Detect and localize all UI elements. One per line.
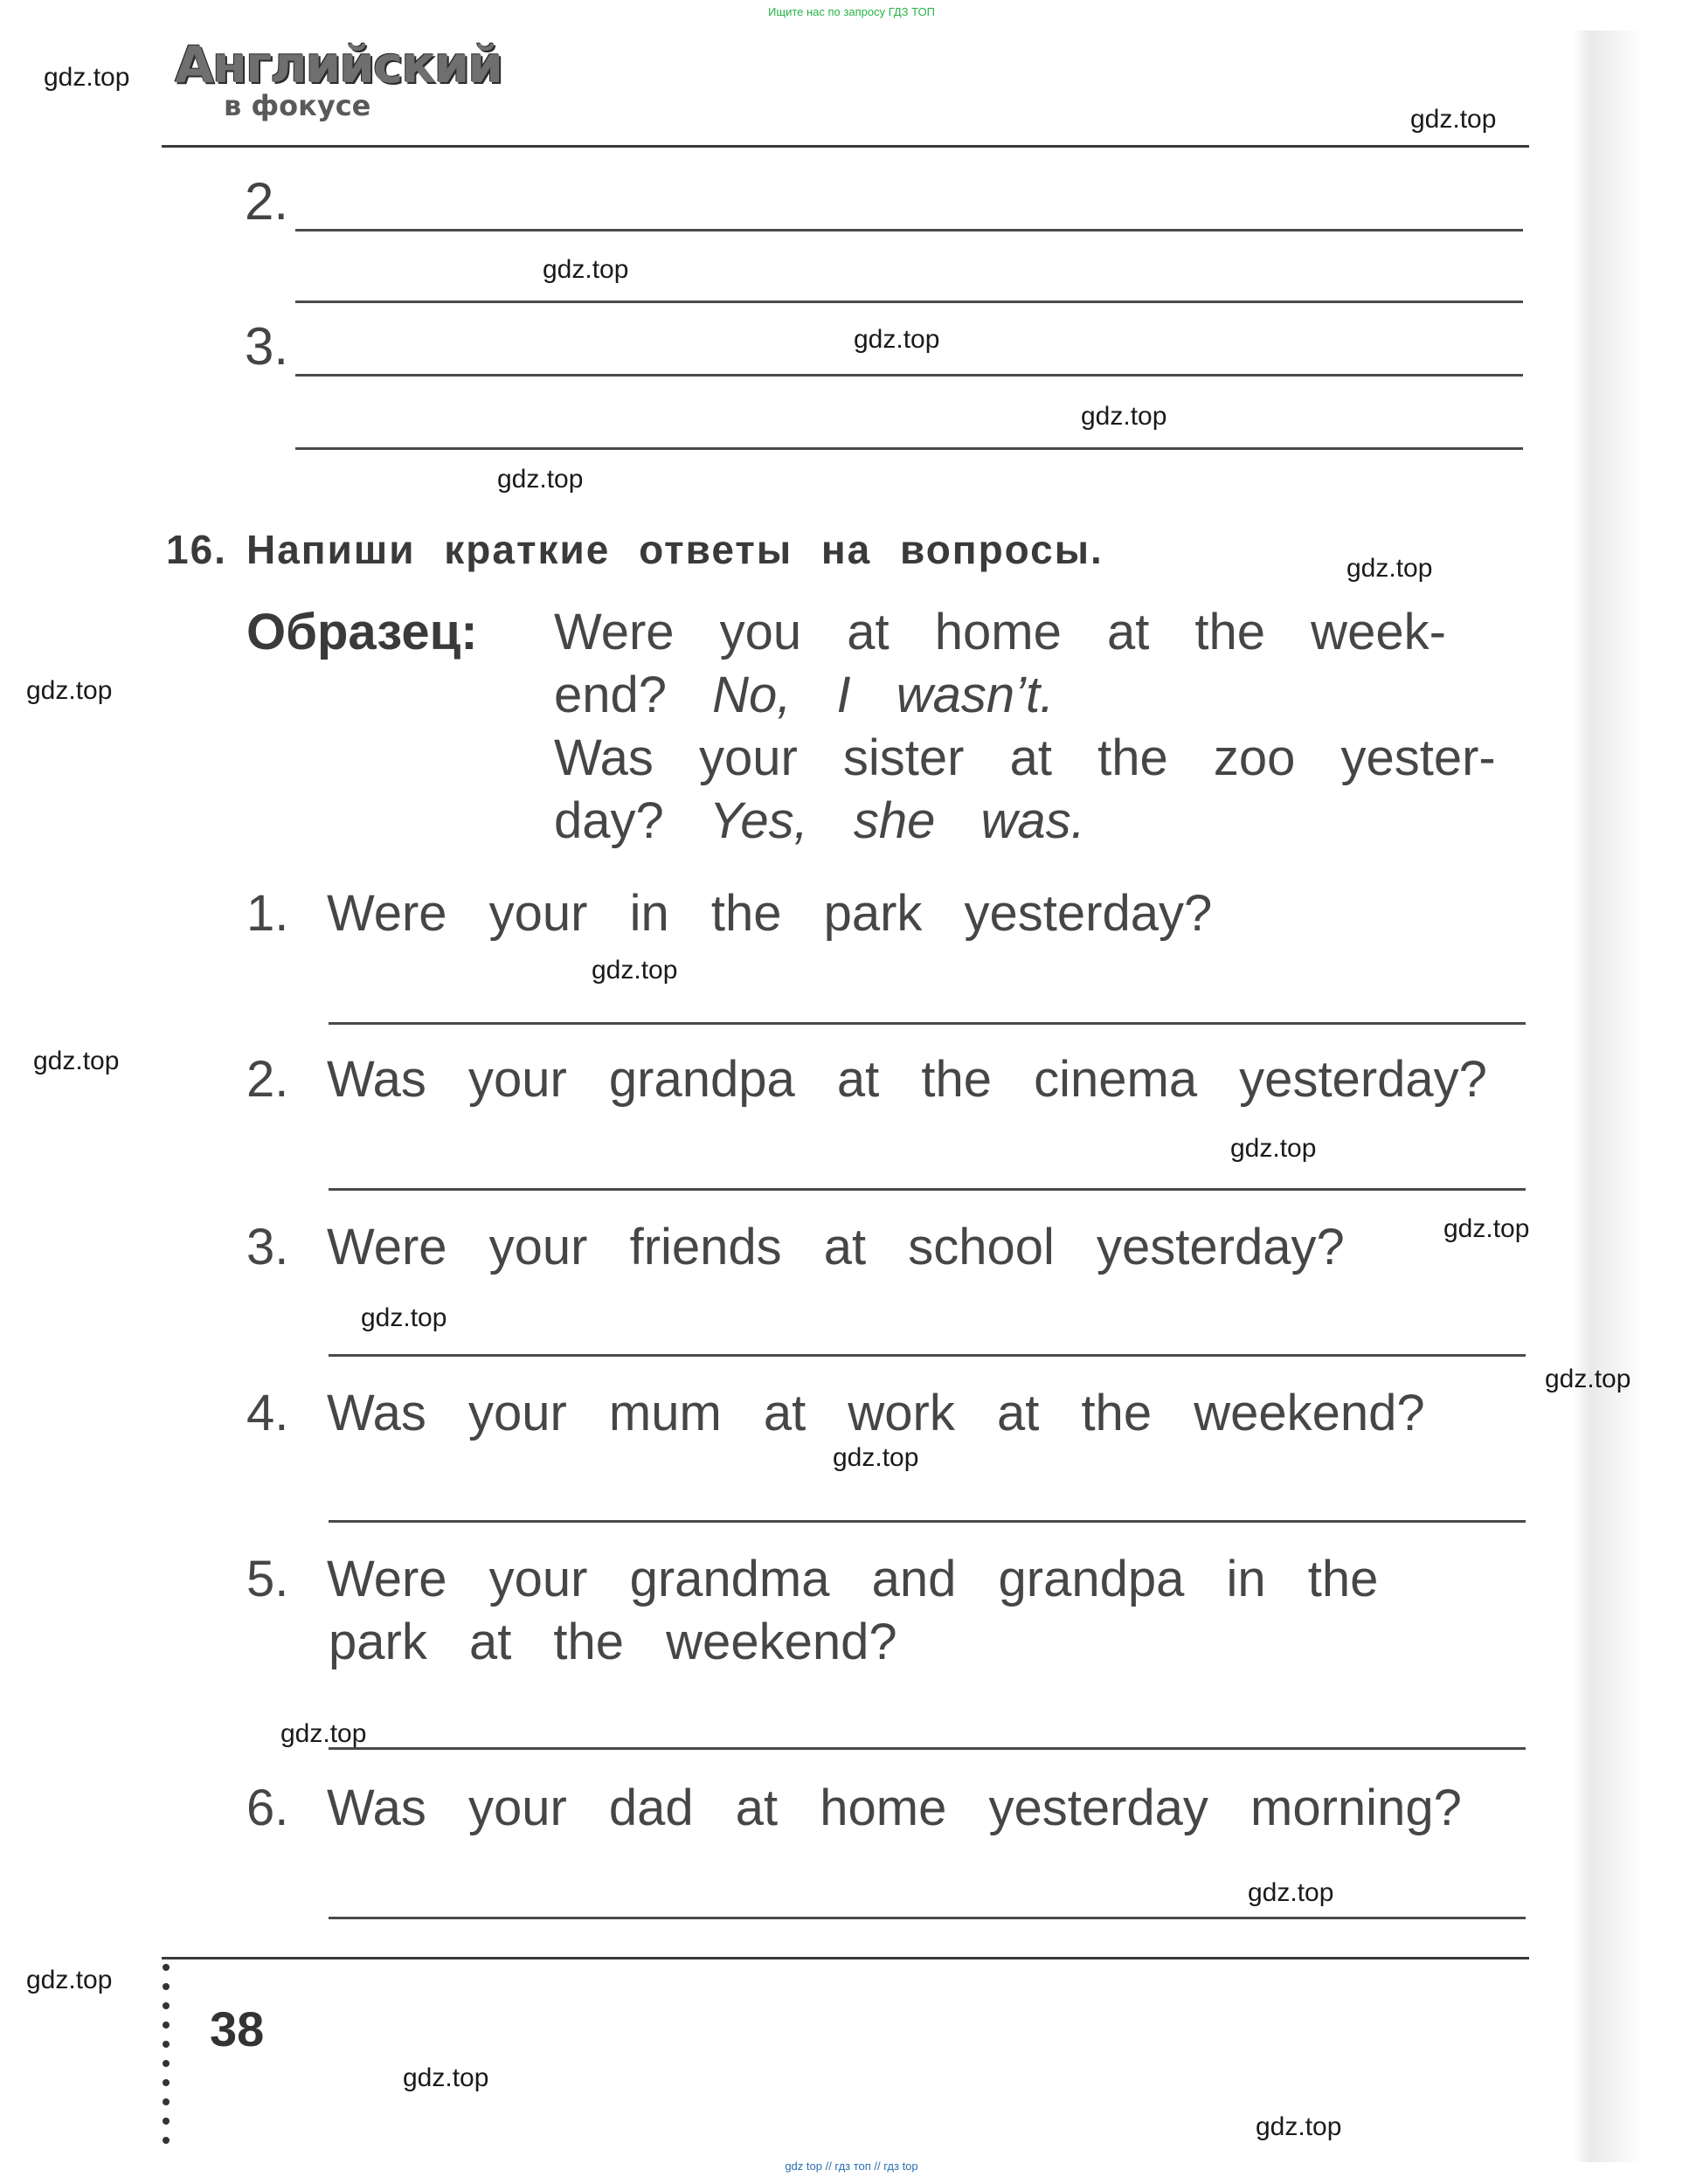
- bottom-note: gdz top // гдз топ // гдз top: [785, 2160, 918, 2173]
- page-edge-shadow: [1573, 31, 1643, 2162]
- sample-text: day?: [554, 792, 664, 849]
- exercise-number: 16.: [166, 527, 227, 572]
- answer-line[interactable]: [295, 374, 1523, 377]
- question-text: Were your grandma and grandpa in the: [327, 1551, 1379, 1607]
- sample-answer: Yes, she was.: [709, 792, 1085, 849]
- watermark: gdz.top: [854, 325, 940, 354]
- watermark: gdz.top: [26, 1966, 113, 1994]
- watermark: gdz.top: [403, 2063, 489, 2092]
- watermark: gdz.top: [1410, 105, 1497, 134]
- top-note: Ищите нас по запросу ГДЗ ТОП: [768, 5, 935, 18]
- prev-item-number: 3.: [245, 317, 289, 376]
- question-number: 2.: [246, 1051, 289, 1108]
- footer-rule: [162, 1957, 1529, 1959]
- watermark: gdz.top: [543, 255, 629, 284]
- question-number: 4.: [246, 1385, 289, 1441]
- watermark: gdz.top: [592, 956, 678, 985]
- page-number: 38: [210, 2001, 265, 2056]
- answer-line[interactable]: [295, 447, 1523, 450]
- watermark: gdz.top: [1545, 1365, 1631, 1393]
- sample-line: [554, 729, 1496, 787]
- sample-line: [554, 603, 1446, 661]
- exercise-title: Напиши краткие ответы на вопросы.: [246, 527, 1104, 572]
- question-number: 1.: [246, 885, 289, 942]
- answer-line[interactable]: [295, 229, 1523, 232]
- sample-text: Were you at home at the week-: [554, 604, 1446, 660]
- answer-line[interactable]: [329, 1520, 1526, 1523]
- question-text: Was your grandpa at the cinema yesterday?: [327, 1051, 1487, 1108]
- question-number: 3.: [246, 1219, 289, 1275]
- question-text-continued: park at the weekend?: [329, 1614, 897, 1670]
- watermark: gdz.top: [1230, 1134, 1317, 1163]
- watermark: gdz.top: [280, 1719, 367, 1748]
- watermark: gdz.top: [1248, 1878, 1334, 1907]
- watermark: gdz.top: [1346, 554, 1433, 583]
- watermark: gdz.top: [33, 1047, 120, 1075]
- watermark: gdz.top: [1256, 2112, 1342, 2141]
- question-text: Was your mum at work at the weekend?: [327, 1385, 1425, 1441]
- watermark: gdz.top: [361, 1303, 447, 1332]
- answer-line[interactable]: [329, 1747, 1526, 1750]
- watermark: gdz.top: [497, 465, 584, 494]
- prev-item-number: 2.: [245, 172, 289, 231]
- watermark: gdz.top: [1081, 402, 1167, 431]
- question-text: Were your in the park yesterday?: [327, 885, 1213, 942]
- sample-text: Was your sister at the zoo yester-: [554, 729, 1496, 786]
- logo-title: Английский: [175, 35, 502, 94]
- question-text: Were your friends at school yesterday?: [327, 1219, 1345, 1275]
- sample-label: Образец:: [246, 604, 478, 660]
- watermark: gdz.top: [44, 63, 130, 92]
- sample-text: end?: [554, 667, 668, 723]
- sample-line: [554, 666, 1054, 724]
- question-number: 6.: [246, 1780, 289, 1836]
- answer-line[interactable]: [329, 1354, 1526, 1357]
- answer-line[interactable]: [329, 1917, 1526, 1919]
- sample-answer: No, I wasn’t.: [712, 667, 1055, 723]
- answer-line[interactable]: [329, 1188, 1526, 1191]
- sample-line: [554, 791, 1085, 850]
- answer-line[interactable]: [295, 301, 1523, 303]
- book-logo: [175, 35, 502, 122]
- dotted-margin: [163, 1964, 171, 2156]
- question-text: Was your dad at home yesterday morning?: [327, 1780, 1462, 1836]
- watermark: gdz.top: [26, 676, 113, 705]
- answer-line[interactable]: [329, 1022, 1526, 1025]
- watermark: gdz.top: [833, 1443, 919, 1472]
- question-number: 5.: [246, 1551, 289, 1607]
- watermark: gdz.top: [1443, 1214, 1530, 1243]
- header-rule: [162, 145, 1529, 148]
- logo-subtitle: в фокусе: [224, 89, 371, 122]
